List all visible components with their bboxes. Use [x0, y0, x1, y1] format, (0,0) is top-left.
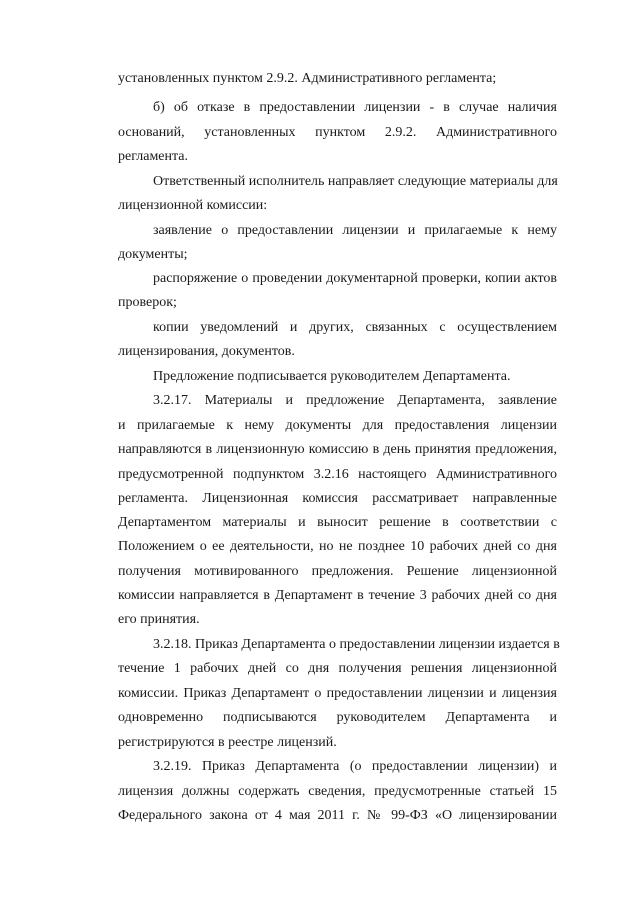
text-line: 3.2.18. Приказ Департамента о предоставлении лицензии издается в: [153, 637, 560, 652]
text-line: его принятия.: [118, 612, 200, 627]
text-line: течение 1 рабочих дней со дня получения решения лицензионной: [118, 661, 557, 676]
text-line: и прилагаемые к нему документы для предоставления лицензии: [118, 418, 557, 433]
text-line: получения мотивированного предложения. Решение лицензионной: [118, 564, 557, 579]
text-line: комиссии. Приказ Департамент о предоставлении лицензии и лицензия: [118, 686, 557, 701]
text-line: Департаментом материалы и выносит решение в соответствии с: [118, 515, 557, 530]
text-line: Ответственный исполнитель направляет следующие материалы для: [153, 174, 558, 189]
text-line: распоряжение о проведении документарной проверки, копии актов: [153, 271, 557, 286]
text-line: предусмотренной подпунктом 3.2.16 настоящего Административного: [118, 467, 557, 482]
text-line: б) об отказе в предоставлении лицензии - в случае наличия: [153, 100, 557, 115]
text-line: лицензирования, документов.: [118, 344, 295, 359]
text-line: Предложение подписывается руководителем Департамента.: [153, 369, 511, 384]
text-line: 3.2.19. Приказ Департамента (о предоставлении лицензии) и: [153, 759, 557, 774]
text-line: одновременно подписываются руководителем Департамента и: [118, 710, 557, 725]
text-line: копии уведомлений и других, связанных с осуществлением: [153, 320, 557, 335]
text-line: направляются в лицензионную комиссию в день принятия предложения,: [118, 442, 557, 457]
text-line: Федерального закона от 4 мая 2011 г. № 99-ФЗ «О лицензировании: [118, 808, 557, 823]
text-line: лицензия должны содержать сведения, предусмотренные статьей 15: [118, 784, 557, 799]
text-line: 3.2.17. Материалы и предложение Департамента, заявление: [153, 393, 557, 408]
text-line: установленных пунктом 2.9.2. Административного регламента;: [118, 71, 497, 86]
text-line: документы;: [118, 247, 188, 262]
text-line: проверок;: [118, 295, 177, 310]
text-line: Положением о ее деятельности, но не позднее 10 рабочих дней со дня: [118, 539, 557, 554]
text-line: лицензионной комиссии:: [118, 198, 268, 213]
text-line: заявление о предоставлении лицензии и прилагаемые к нему: [153, 223, 557, 238]
text-line: регламента.: [118, 149, 189, 164]
text-line: регламента. Лицензионная комиссия рассматривает направленные: [118, 491, 557, 506]
text-line: регистрируются в реестре лицензий.: [118, 735, 337, 750]
text-line: комиссии направляется в Департамент в течение 3 рабочих дней со дня: [118, 588, 557, 603]
text-line: оснований, установленных пунктом 2.9.2. Административного: [118, 125, 557, 140]
